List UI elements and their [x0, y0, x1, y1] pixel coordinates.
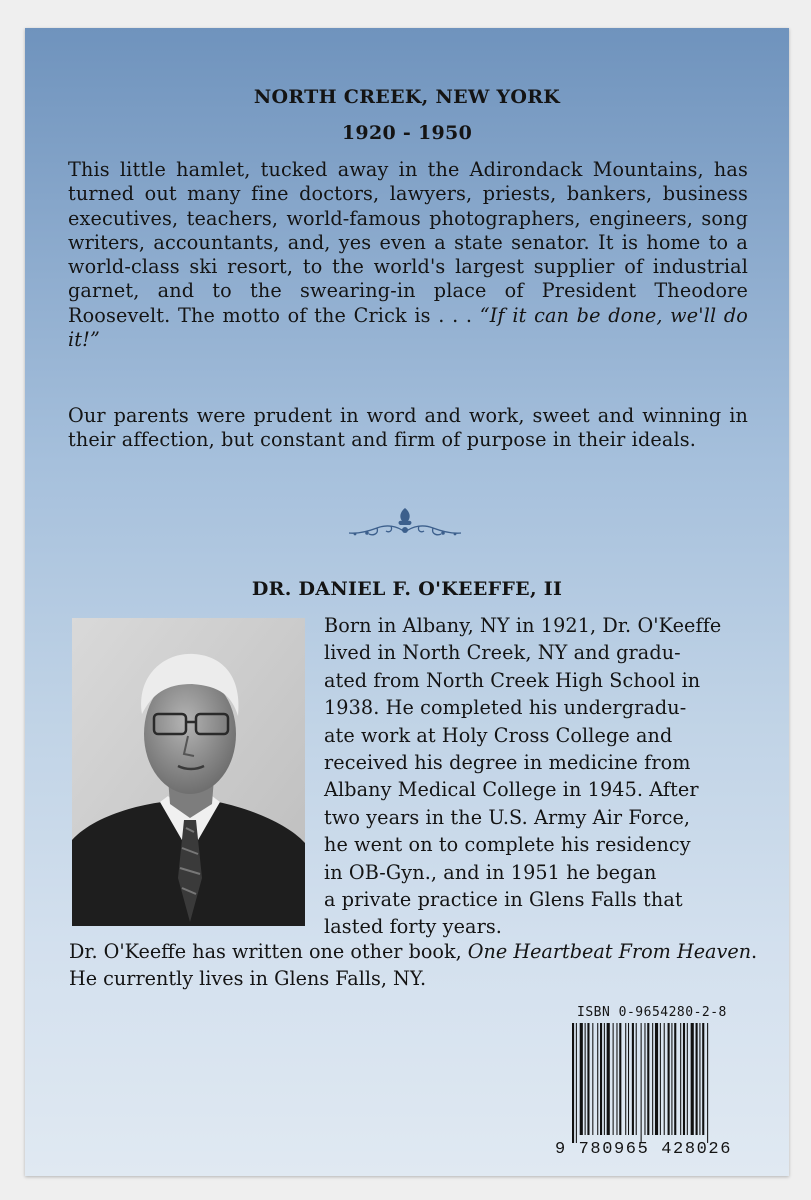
barcode-bar	[647, 1023, 649, 1135]
barcode-bar	[572, 1023, 574, 1143]
intro-text: This little hamlet, tucked away in the Adirondack Mountains, has turned out many fine doctors, lawyers, priests, bankers, business executives, teachers, world-famous photographers, engineers, song writers, accountants, and, yes even a state senator. It is home to a world-class ski resort, to the world's largest supplier of industrial garnet, and to the swearing-in place of President Theodore Roosevelt. The motto of the Crick is . . .	[68, 158, 748, 327]
barcode-bar	[699, 1023, 700, 1135]
barcode-bar	[680, 1023, 681, 1135]
barcode-bar	[597, 1023, 598, 1135]
barcode-bar	[576, 1023, 577, 1143]
barcode-bar	[687, 1023, 688, 1135]
bio-line: ate work at Holy Cross College and	[324, 723, 673, 747]
barcode-bar	[652, 1023, 653, 1135]
author-portrait	[72, 618, 305, 926]
barcode-bar	[671, 1023, 672, 1135]
barcode-bar	[604, 1023, 605, 1135]
parents-paragraph: Our parents were prudent in word and work, sweet and winning in their affection, but constant and firm of purpose in their ideals.	[68, 404, 748, 452]
bio-line: 1938. He completed his undergradu-	[324, 696, 687, 720]
barcode-bar	[619, 1023, 621, 1135]
barcode-bar	[641, 1023, 642, 1143]
other-book-title: One Heartbeat From Heaven	[467, 940, 752, 963]
barcode-bar	[587, 1023, 589, 1135]
barcode	[570, 1023, 738, 1143]
bio-line: Born in Albany, NY in 1921, Dr. O'Keeffe	[324, 614, 722, 637]
floral-ornament-icon	[347, 504, 463, 542]
barcode-bar	[655, 1023, 658, 1135]
bio-line: two years in the U.S. Army Air Force,	[324, 805, 691, 829]
barcode-number: 9 780965 428026	[555, 1140, 733, 1159]
other-book-paragraph	[69, 938, 759, 992]
barcode-bar	[592, 1023, 593, 1135]
bio-line: a private practice in Glens Falls that	[324, 888, 683, 912]
isbn-label: ISBN 0-9654280-2-8	[577, 1005, 727, 1020]
bio-line: he went on to complete his residency	[324, 833, 691, 857]
author-name: DR. DANIEL F. O'KEEFFE, II	[251, 578, 563, 600]
title-location: NORTH CREEK, NEW YORK	[253, 86, 561, 108]
barcode-bar	[660, 1023, 661, 1135]
bio-line: lived in North Creek, NY and gradu-	[324, 641, 681, 665]
bio-line: Albany Medical College in 1945. After	[324, 778, 699, 802]
bio-line: received his degree in medicine from	[324, 751, 691, 775]
barcode-bar	[683, 1023, 685, 1135]
barcode-bar	[616, 1023, 617, 1135]
barcode-bar	[664, 1023, 665, 1135]
barcode-bar	[585, 1023, 586, 1135]
bio-line: in OB-Gyn., and in 1951 he began	[324, 860, 657, 884]
barcode-bar	[613, 1023, 614, 1135]
barcode-bar	[696, 1023, 698, 1135]
barcode-bar	[668, 1023, 670, 1135]
barcode-bar	[702, 1023, 704, 1135]
barcode-bar	[674, 1023, 676, 1135]
book-back-cover	[25, 28, 789, 1176]
title-years: 1920 - 1950	[341, 122, 473, 144]
barcode-bar	[707, 1023, 708, 1143]
bio-line: lasted forty years.	[324, 915, 502, 939]
barcode-bar	[607, 1023, 610, 1135]
barcode-bar	[644, 1023, 645, 1135]
motto-text: “If it can be done, we'll do it!”	[68, 303, 748, 352]
other-book-suffix: . He currently lives in Glens Falls, NY.	[69, 940, 758, 990]
barcode-bar	[632, 1023, 634, 1135]
other-book-prefix: Dr. O'Keeffe has written one other book,	[69, 940, 468, 963]
barcode-bar	[636, 1023, 637, 1135]
author-bio	[324, 612, 744, 941]
barcode-bar	[580, 1023, 583, 1135]
barcode-bar	[691, 1023, 694, 1135]
bio-line: ated from North Creek High School in	[324, 668, 701, 692]
barcode-bar	[628, 1023, 629, 1135]
barcode-bar	[600, 1023, 602, 1135]
intro-paragraph	[68, 158, 748, 352]
barcode-bar	[625, 1023, 626, 1135]
